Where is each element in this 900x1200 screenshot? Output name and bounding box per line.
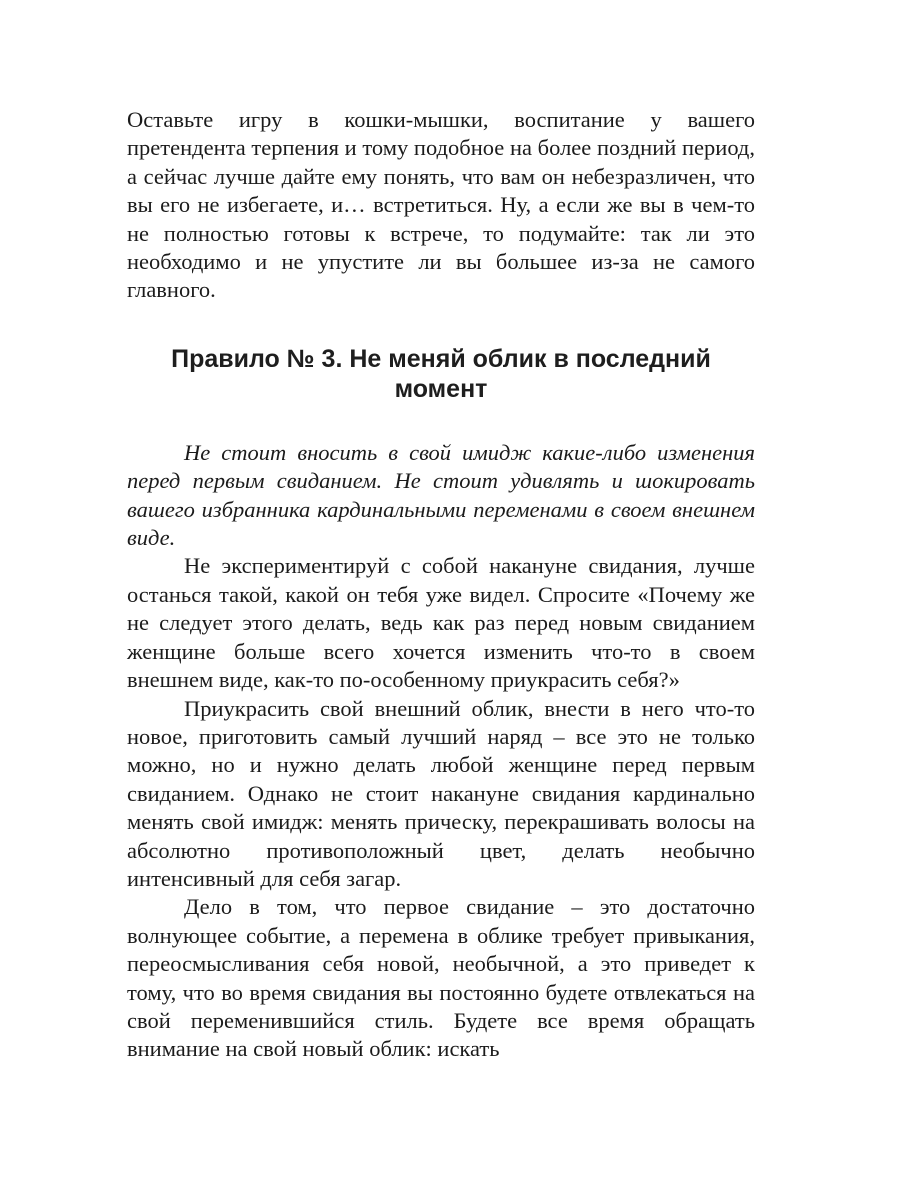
- book-page: [127, 106, 755, 1064]
- section-heading: [127, 344, 755, 404]
- intro-paragraph: Оставьте игру в кошки-мышки, воспитание у вашего претендента терпения и тому подобное на более поздний период, а сейчас лучше дайте ему понять, что вам он небезразличен, что вы его не избегаете, и… встретиться. Ну, а если же вы в чем-то не полностью готовы к встрече, то подумайте: так ли это необходимо и не упустите ли вы большее из-за не самого главного.: [127, 107, 755, 303]
- section-heading-line-1: Правило № 3. Не меняй облик в последний: [171, 344, 711, 373]
- body-paragraph-2: Приукрасить свой внешний облик, внести в него что-то новое, приготовить самый лучший наряд – все это не только можно, но и нужно делать любой женщине перед первым свиданием. Однако не стоит накануне свидания кардинально менять свой имидж: менять прическу, перекрашивать волосы на абсолютно противоположный цвет, делать необычно интенсивный для себя загар.: [127, 695, 755, 891]
- lead-paragraph: Не стоит вносить в свой имидж какие-либо изменения перед первым свиданием. Не стоит удивлять и шокировать вашего избранника кардинальными переменами в своем внешнем виде.: [127, 439, 755, 551]
- body-paragraph-1: Не экспериментируй с собой накануне свидания, лучше останься такой, какой он тебя уже видел. Спросите «Почему же не следует этого делать, ведь как раз перед новым свиданием женщине больше всего хочется изменить что-то в своем внешнем виде, как-то по-особенному приукрасить себя?»: [127, 553, 755, 693]
- body-paragraph-3: Дело в том, что первое свидание – это достаточно волнующее событие, а перемена в облике требует привыкания, переосмысливания себя новой, необычной, а это приведет к тому, что во время свидания вы постоянно будете отвлекаться на свой переменившийся стиль. Будете все время обращать внимание на свой новый облик: искать: [127, 894, 755, 1062]
- section-heading-line-2: момент: [394, 374, 488, 403]
